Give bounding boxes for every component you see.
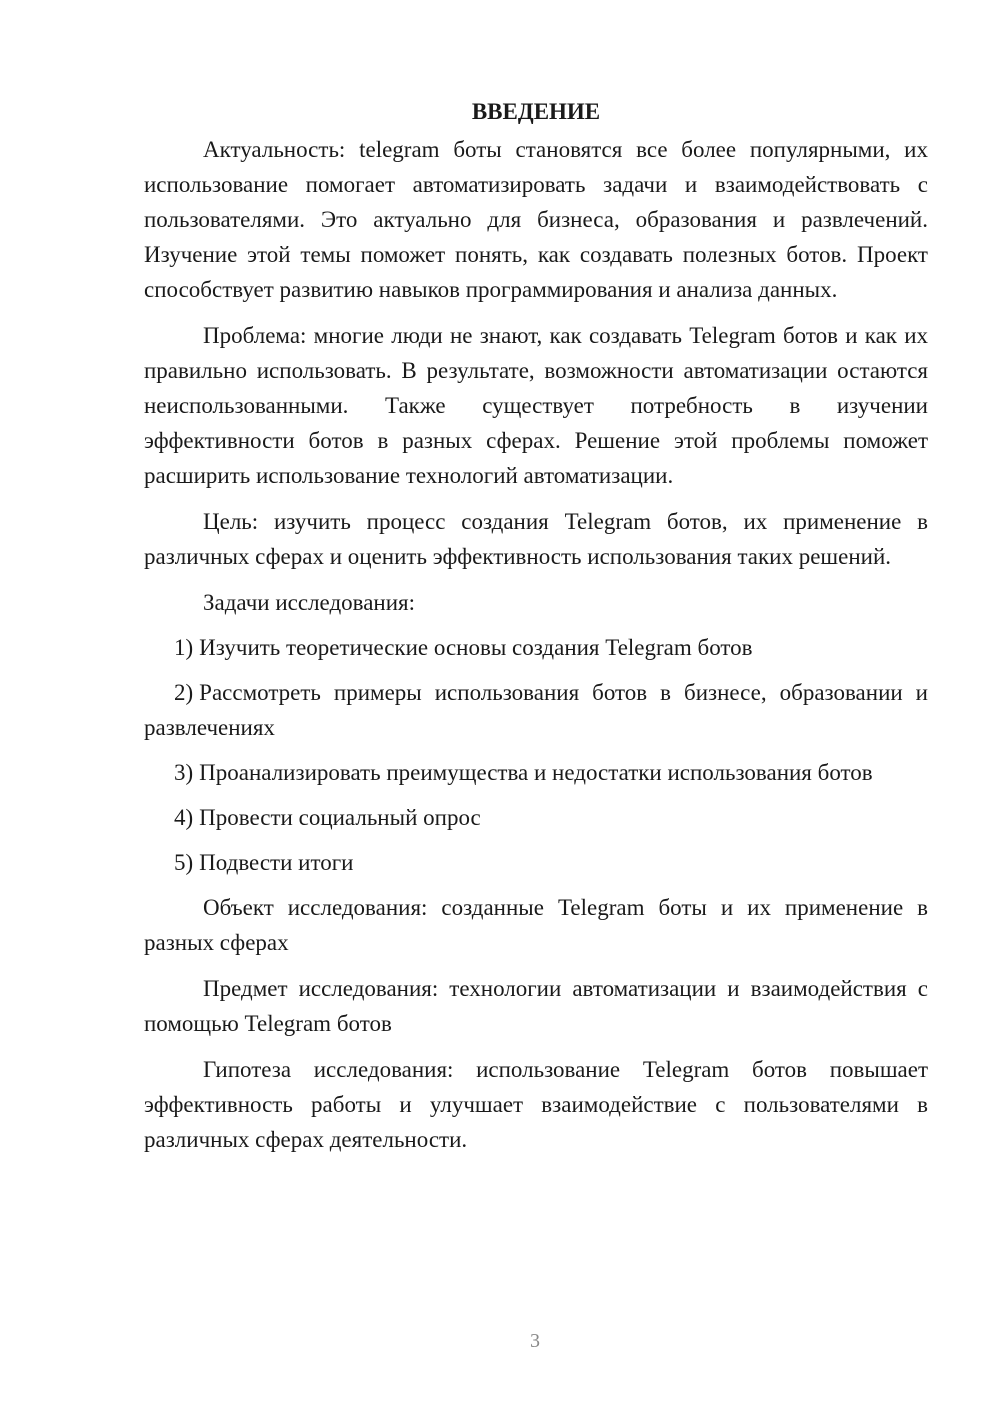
task-text: Рассмотреть примеры использования ботов в бизнесе, образовании и развлечениях [144, 680, 928, 740]
goal-paragraph: Цель: изучить процесс создания Telegram ботов, их применение в различных сферах и оценить эффективность использования таких решений. [144, 509, 928, 569]
task-item [144, 755, 928, 790]
task-item [144, 630, 928, 665]
subject-paragraph: Предмет исследования: технологии автоматизации и взаимодействия с помощью Telegram ботов [144, 976, 928, 1036]
task-number: 1) [174, 635, 194, 660]
tasks-heading: Задачи исследования: [203, 590, 416, 615]
task-number: 2) [174, 680, 194, 705]
task-number: 4) [174, 805, 194, 830]
task-text: Проанализировать преимущества и недостатки использования ботов [199, 760, 873, 785]
problem-paragraph: Проблема: многие люди не знают, как создавать Telegram ботов и как их правильно использовать. В результате, возможности автоматизации остаются неиспользованными. Также существует потребность в изучении эффективности ботов в разных сферах. Решение этой проблемы поможет расширить использование технологий автоматизации. [144, 323, 928, 488]
task-item [144, 675, 928, 745]
task-text: Изучить теоретические основы создания Telegram ботов [199, 635, 753, 660]
task-item [144, 845, 928, 880]
page-title: ВВЕДЕНИЕ [471, 99, 601, 124]
tasks-list [144, 630, 928, 880]
object-paragraph: Объект исследования: созданные Telegram боты и их применение в разных сферах [144, 895, 928, 955]
task-item [144, 800, 928, 835]
task-text: Подвести итоги [199, 850, 354, 875]
task-number: 3) [174, 760, 194, 785]
page-number: 3 [530, 1330, 540, 1352]
task-text: Провести социальный опрос [199, 805, 481, 830]
task-number: 5) [174, 850, 194, 875]
relevance-paragraph: Актуальность: telegram боты становятся все более популярными, их использование помогает автоматизировать задачи и взаимодействовать с пользователями. Это актуально для бизнеса, образования и развлечений. Изучение этой темы поможет понять, как создавать полезных ботов. Проект способствует развитию навыков программирования и анализа данных. [144, 137, 928, 302]
document-body [144, 94, 928, 1168]
hypothesis-paragraph: Гипотеза исследования: использование Telegram ботов повышает эффективность работы и улучшает взаимодействие с пользователями в различных сферах деятельности. [144, 1057, 928, 1152]
